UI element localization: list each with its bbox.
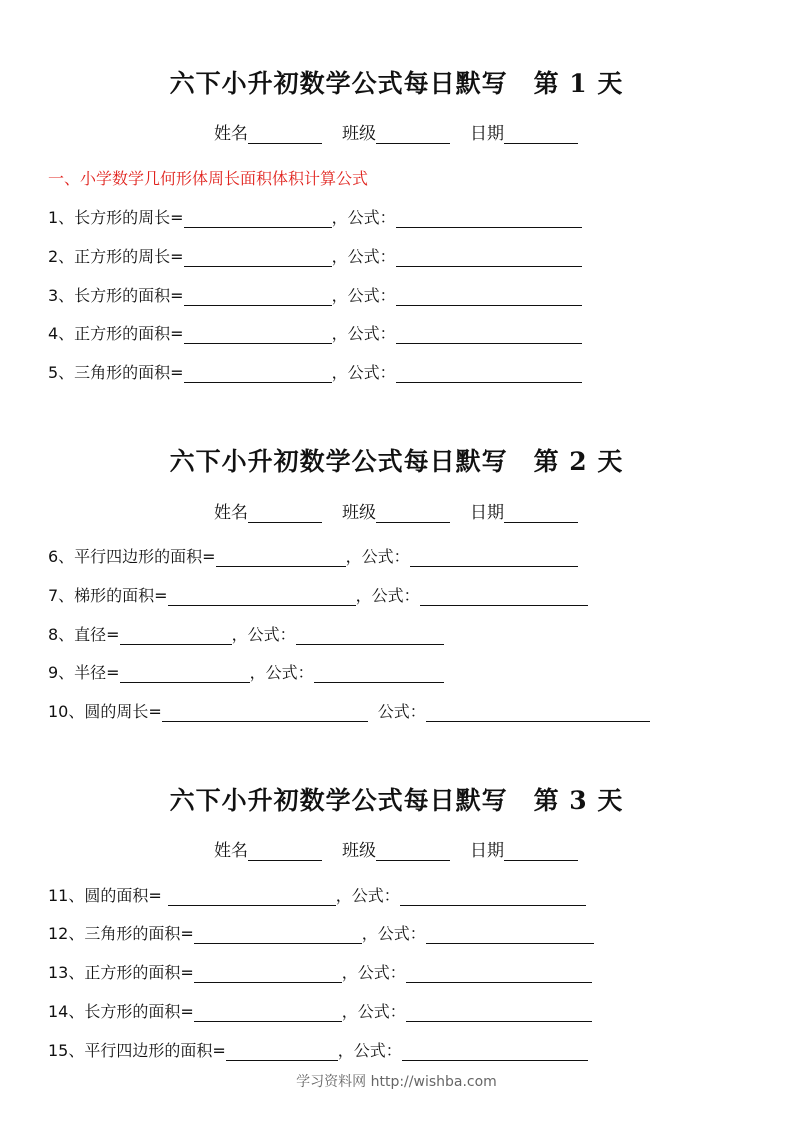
question-prompt: 12、三角形的面积= [48,924,194,943]
question-prompt: 13、正方形的面积= [48,963,194,982]
page-title-day-2 [0,442,793,478]
name-field[interactable] [248,125,322,144]
answer-blank[interactable] [184,249,332,267]
question-8 [48,622,444,645]
formula-blank[interactable] [426,926,594,944]
formula-blank[interactable] [426,704,650,722]
question-2 [48,244,582,267]
question-prompt: 3、长方形的面积= [48,286,184,305]
formula-label: ，公式： [361,924,426,943]
date-label: 日期 [470,124,504,144]
formula-label: ，公式： [337,1041,402,1060]
answer-blank[interactable] [162,704,368,722]
formula-label: ，公式： [331,363,396,382]
question-prompt: 10、圆的周长= [48,702,162,721]
page-title-day-3 [0,781,793,817]
student-info-day-2 [214,498,578,523]
footer-watermark: 学习资料网 http://wishba.com [296,1074,497,1090]
question-13 [48,960,592,983]
formula-blank[interactable] [396,288,582,306]
name-field[interactable] [248,504,322,523]
answer-blank[interactable] [216,549,346,567]
answer-blank[interactable] [194,1004,342,1022]
day-label: 第 3 天 [533,786,624,815]
answer-blank[interactable] [120,627,232,645]
question-prompt: 2、正方形的周长= [48,247,184,266]
answer-blank[interactable] [120,665,250,683]
question-prompt: 11、圆的面积= [48,886,162,905]
question-prompt: 6、平行四边形的面积= [48,547,216,566]
answer-blank[interactable] [184,365,332,383]
section-heading: 一、小学数学几何形体周长面积体积计算公式 [48,169,369,188]
answer-blank[interactable] [168,888,336,906]
class-field[interactable] [376,504,450,523]
answer-blank[interactable] [184,288,332,306]
formula-label: ，公式： [331,247,396,266]
formula-label: ，公式： [341,1002,406,1021]
answer-blank[interactable] [226,1043,338,1061]
question-prompt: 9、半径= [48,663,120,682]
class-label: 班级 [342,841,376,861]
answer-blank[interactable] [184,210,332,228]
question-prompt: 1、长方形的周长= [48,208,184,227]
question-prompt: 8、直径= [48,625,120,644]
formula-blank[interactable] [396,365,582,383]
name-label: 姓名 [214,841,248,861]
page-title-day-1 [0,64,793,100]
question-prompt: 7、梯形的面积= [48,586,168,605]
formula-blank[interactable] [402,1043,588,1061]
formula-blank[interactable] [396,210,582,228]
formula-label: ，公式： [355,586,420,605]
question-10 [48,699,650,722]
day-label: 第 2 天 [533,447,624,476]
date-field[interactable] [504,842,578,861]
student-info-day-1 [214,119,578,144]
formula-label: 公式： [377,702,426,721]
formula-blank[interactable] [410,549,578,567]
formula-blank[interactable] [420,588,588,606]
formula-label: ，公式： [331,208,396,227]
formula-label: ，公式： [231,625,296,644]
title-text: 六下小升初数学公式每日默写 [169,786,508,815]
answer-blank[interactable] [194,965,342,983]
question-6 [48,544,578,567]
question-prompt: 15、平行四边形的面积= [48,1041,226,1060]
class-field[interactable] [376,842,450,861]
answer-blank[interactable] [194,926,362,944]
question-prompt: 5、三角形的面积= [48,363,184,382]
class-label: 班级 [342,503,376,523]
formula-blank[interactable] [400,888,586,906]
title-text: 六下小升初数学公式每日默写 [169,447,508,476]
student-info-day-3 [214,836,578,861]
name-label: 姓名 [214,503,248,523]
question-15 [48,1038,588,1061]
answer-blank[interactable] [184,326,332,344]
formula-label: ，公式： [249,663,314,682]
formula-blank[interactable] [396,249,582,267]
name-field[interactable] [248,842,322,861]
title-text: 六下小升初数学公式每日默写 [169,69,508,98]
formula-blank[interactable] [396,326,582,344]
question-prompt: 14、长方形的面积= [48,1002,194,1021]
formula-label: ，公式： [335,886,400,905]
question-11 [48,883,586,906]
formula-blank[interactable] [314,665,444,683]
formula-label: ，公式： [341,963,406,982]
answer-blank[interactable] [168,588,356,606]
question-5 [48,360,582,383]
question-9 [48,660,444,683]
question-14 [48,999,592,1022]
date-field[interactable] [504,504,578,523]
formula-blank[interactable] [406,965,592,983]
class-label: 班级 [342,124,376,144]
formula-label: ，公式： [331,286,396,305]
formula-blank[interactable] [296,627,444,645]
date-label: 日期 [470,841,504,861]
class-field[interactable] [376,125,450,144]
question-7 [48,583,588,606]
question-prompt: 4、正方形的面积= [48,324,184,343]
date-field[interactable] [504,125,578,144]
name-label: 姓名 [214,124,248,144]
question-4 [48,321,582,344]
formula-label: ，公式： [345,547,410,566]
formula-label: ，公式： [331,324,396,343]
date-label: 日期 [470,503,504,523]
question-3 [48,283,582,306]
question-12 [48,921,594,944]
question-1 [48,205,582,228]
formula-blank[interactable] [406,1004,592,1022]
day-label: 第 1 天 [533,69,624,98]
